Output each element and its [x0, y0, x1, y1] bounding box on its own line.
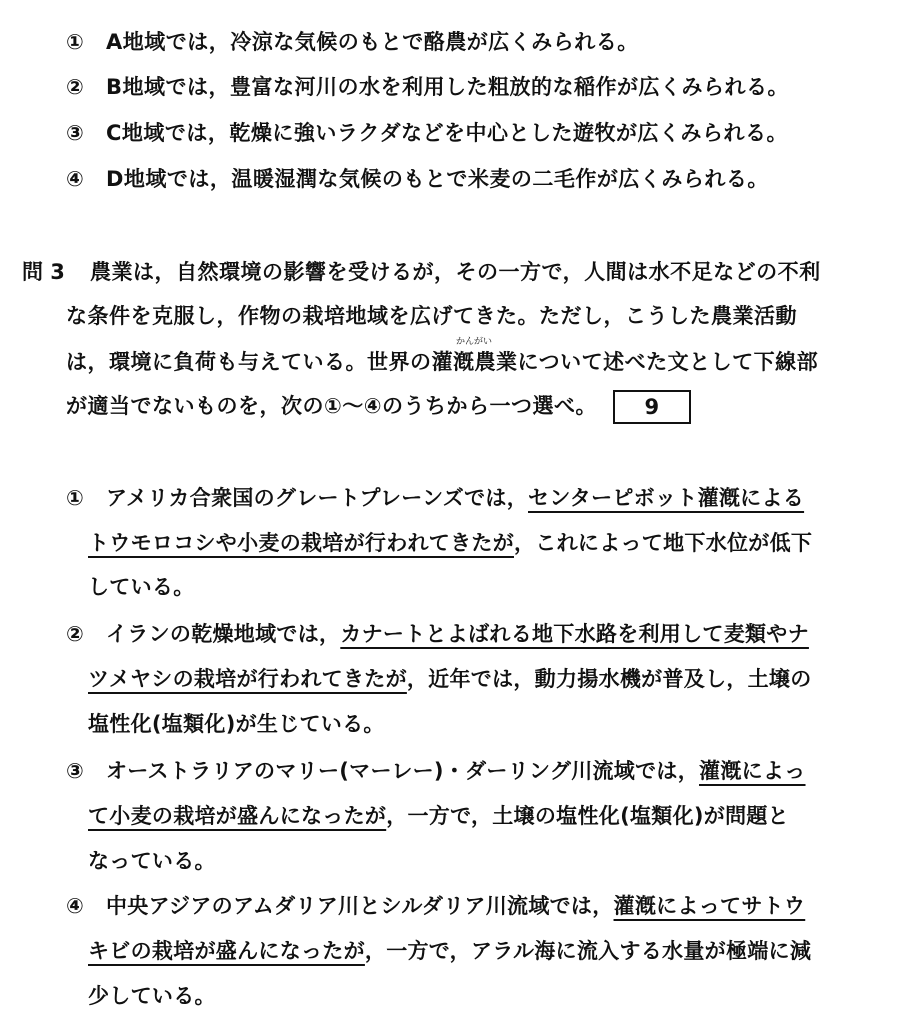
top-option-3: [66, 117, 788, 147]
ruby-kangai: かんがい: [456, 337, 493, 347]
question-line-3: は，環境に負荷も与えている。世界の灌漑農業について述べた文として下線部: [66, 350, 819, 374]
option-text: B地域では，豊富な河川の水を利用した粗放的な稲作が広くみられる。: [106, 75, 790, 99]
choice-plain-text: 塩性化(塩類化)が生じている。: [88, 712, 385, 736]
choice-1-line-1: [66, 482, 804, 512]
top-option-1: [66, 26, 639, 56]
choice-underlined-text: ツメヤシの栽培が行われてきたが: [88, 667, 407, 691]
choice-plain-text: ，一方で，アラル海に流入する水量が極端に減: [364, 939, 812, 963]
choice-number: ③: [66, 759, 85, 783]
choice-number: ②: [66, 622, 85, 646]
choice-1-line-3: [88, 571, 195, 601]
choice-underlined-text: センターピボット灌漑による: [528, 486, 805, 510]
choice-underlined-text: キビの栽培が盛んになったが: [88, 939, 365, 963]
choice-3-line-1: [66, 755, 806, 785]
choice-underlined-text: て小麦の栽培が盛んになったが: [88, 804, 387, 828]
choice-plain-text: ，一方で，土壌の塩性化(塩類化)が問題と: [386, 804, 789, 828]
choice-plain-text: オーストラリアのマリー(マーレー)・ダーリング川流域では，: [106, 759, 700, 783]
choice-plain-text: イランの乾燥地域では，: [106, 622, 341, 646]
choice-underlined-text: 灌漑によってサトウ: [613, 894, 806, 918]
choice-number: ①: [66, 486, 85, 510]
choice-number: ④: [66, 894, 85, 918]
choice-underlined-text: トウモロコシや小麦の栽培が行われてきたが: [88, 531, 514, 555]
choice-4-line-1: [66, 890, 805, 920]
option-text: D地域では，温暖湿潤な気候のもとで米麦の二毛作が広くみられる。: [106, 167, 769, 191]
choice-2-line-3: [88, 708, 385, 738]
choice-plain-text: している。: [88, 575, 195, 599]
question-line-4-text: が適当でないものを，次の①～④のうちから一つ選べ。: [66, 394, 598, 418]
choice-4-line-2: [88, 935, 811, 965]
top-option-4: [66, 163, 769, 193]
option-text: A地域では，冷涼な気候のもとで酪農が広くみられる。: [106, 30, 639, 54]
choice-underlined-text: カナートとよばれる地下水路を利用して麦類やナ: [340, 622, 809, 646]
choice-1-line-2: [88, 527, 812, 557]
choice-plain-text: なっている。: [88, 849, 216, 873]
option-number: ②: [66, 75, 85, 99]
choice-2-line-2: [88, 663, 812, 693]
top-option-2: [66, 71, 789, 101]
choice-plain-text: アメリカ合衆国のグレートプレーンズでは，: [106, 486, 529, 510]
question-line-2: な条件を克服し，作物の栽培地域を広げてきた。ただし，こうした農業活動: [66, 304, 797, 328]
option-number: ④: [66, 167, 85, 191]
option-number: ①: [66, 30, 85, 54]
choice-3-line-2: [88, 800, 789, 830]
choice-plain-text: 中央アジアのアムダリア川とシルダリア川流域では，: [106, 894, 614, 918]
option-number: ③: [66, 121, 85, 145]
choice-plain-text: ，近年では，動力揚水機が普及し，土壌の: [406, 667, 812, 691]
answer-box: 9: [613, 390, 691, 424]
question-line-4: [66, 390, 691, 424]
choice-plain-text: ，これによって地下水位が低下: [514, 531, 813, 555]
option-text: C地域では，乾燥に強いラクダなどを中心とした遊牧が広くみられる。: [106, 121, 788, 145]
question-line-1: 農業は，自然環境の影響を受けるが，その一方で，人間は水不足などの不利: [90, 260, 821, 284]
choice-plain-text: 少している。: [88, 984, 216, 1008]
choice-4-line-3: [88, 980, 216, 1010]
question-label: 問 3: [22, 260, 65, 284]
choice-2-line-1: [66, 618, 809, 648]
choice-3-line-3: [88, 845, 216, 875]
choice-underlined-text: 灌漑によっ: [699, 759, 806, 783]
